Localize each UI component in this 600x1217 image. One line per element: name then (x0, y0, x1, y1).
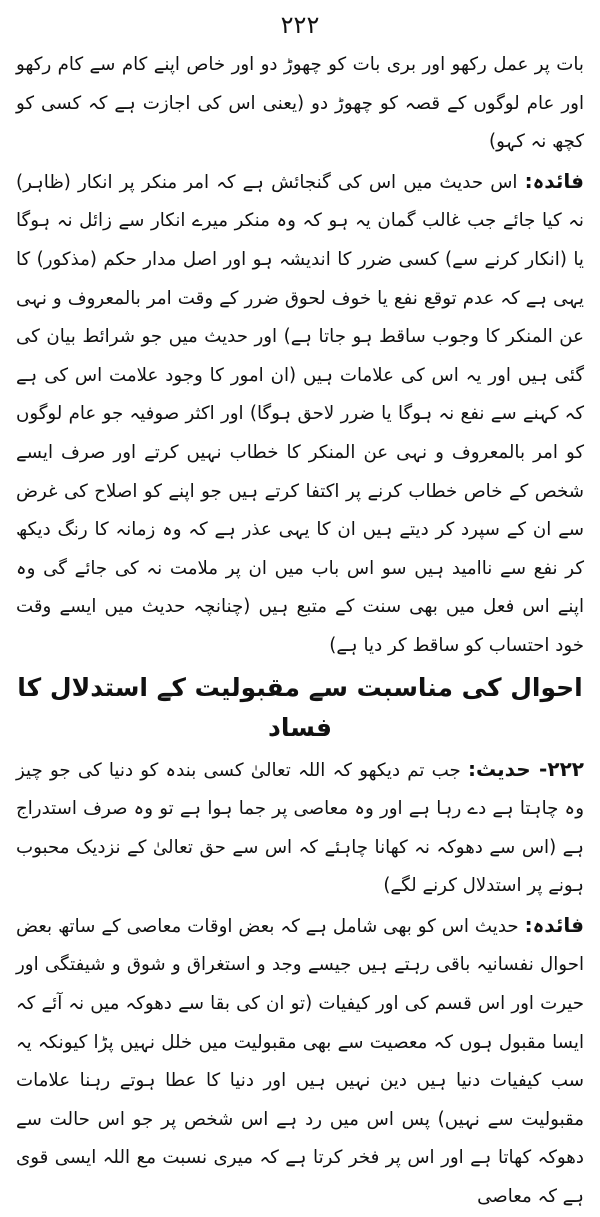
fayda-text-2: حدیث اس کو بھی شامل ہے کہ بعض اوقات معاصی کے ساتھ بعض احوال نفسانیہ باقی رہتے ہیں جیسے وجد و استغراق و شوق و شیفتگی اور حیرت اور اس قسم کی اور کیفیات (تو ان کی بقا سے دھوکہ میں نہ آئے کہ ایسا مقبول ہوں کہ معصیت سے بھی مقبولیت میں خلل نہیں پڑا کیونکہ یہ سب کیفیات دنیا ہیں دین نہیں ہیں اور دنیا کا عطا ہوتے رہنا علامات مقبولیت سے نہیں) پس اس میں رد ہے اس شخص پر جو اس حالت سے دھوکہ کھاتا ہے اور اس پر فخر کرتا ہے کہ میری نسبت مع اللہ ایسی قوی ہے کہ معاصی (16, 915, 584, 1208)
fayda-label-1: فائدہ: (524, 168, 584, 193)
fayda-paragraph-1 (16, 162, 584, 666)
fayda-paragraph-2 (16, 906, 584, 1217)
fayda-text-1: اس حدیث میں اس کی گنجائش ہے کہ امر منکر پر انکار (ظاہر) نہ کیا جائے جب غالب گمان یہ ہو کہ وہ منکر میرے انکار سے زائل نہ ہوگا یا (انکار کرنے سے) کسی ضرر کا اندیشہ ہو اور اصل مدار حکم (مذکور) کا یہی ہے کہ عدم توقع نفع یا خوف لحوق ضرر کے وقت امر بالمعروف و نہی عن المنکر کا وجوب ساقط ہو جاتا ہے) اور حدیث میں جو شرائط بیان کی گئی ہیں اور یہ اس کی علامات ہیں (ان امور کا وجود علامت اس کی ہے کہ کہنے سے نفع نہ ہوگا یا ضرر لاحق ہوگا) اور اکثر صوفیہ جو عام لوگوں کو امر بالمعروف و نہی عن المنکر کا خطاب نہیں کرتے اور صرف ایسے شخص کے خاص خطاب کرنے پر اکتفا کرتے ہیں جو اپنے کو اصلاح کی غرض سے ان کے سپرد کر دیتے ہیں ان کا یہی عذر ہے کہ وہ زمانہ کا رنگ دیکھ کر نفع سے ناامید ہیں سو اس باب میں ان پر ملامت نہ کی جائے گی وہ اپنے اس فعل میں بھی سنت کے متبع ہیں (چنانچہ حدیث میں ایسے وقت خود احتساب کو ساقط کر دیا ہے) (16, 171, 584, 656)
hadith-label: ۲۲۲- حدیث: (468, 756, 584, 781)
intro-paragraph: بات پر عمل رکھو اور بری بات کو چھوڑ دو اور خاص اپنے کام سے کام رکھو اور عام لوگوں کے قصہ کو چھوڑ دو (یعنی اس کی اجازت ہے کہ کسی کو کچھ نہ کہو) (16, 54, 584, 153)
hadith-paragraph (16, 750, 584, 906)
fayda-label-2: فائدہ: (524, 912, 584, 937)
section-heading: احوال کی مناسبت سے مقبولیت کے استدلال کا فساد (17, 672, 583, 742)
page-number: ۲۲۲ (280, 11, 320, 39)
hadith-text: جب تم دیکھو کہ اللہ تعالیٰ کسی بندہ کو دنیا کی جو چیز وہ چاہتا ہے دے رہا ہے اور وہ معاصی پر جما ہوا ہے تو وہ صرف استدراج ہے (اس سے دھوکہ نہ کھانا چاہئے کہ اس سے حق تعالیٰ کے نزدیک محبوب ہونے پر استدلال کرنے لگے) (16, 759, 584, 897)
